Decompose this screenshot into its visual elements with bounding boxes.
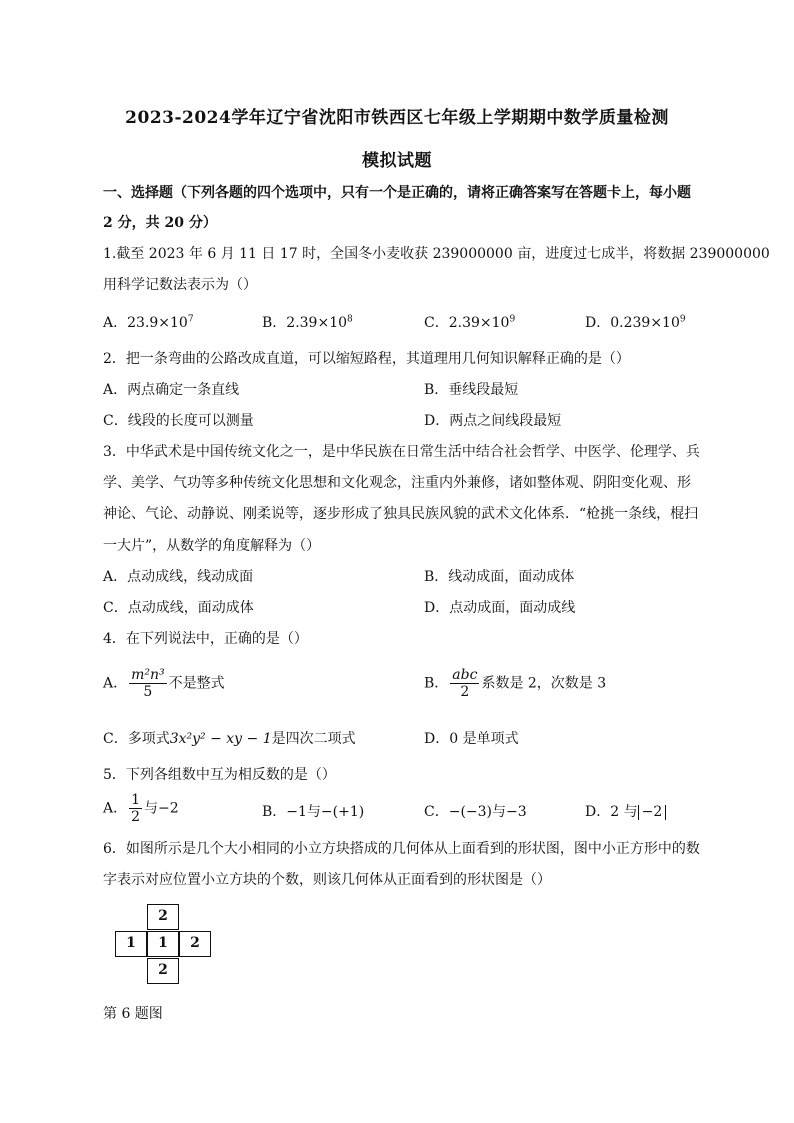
q3-stem-line4: 一大片”，从数学的角度解释为（） — [103, 538, 321, 554]
q3-option-d: D．点动成面，面动成线 — [424, 600, 576, 616]
q1-stem-line1: 1.截至 2023 年 6 月 11 日 17 时，全国冬小麦收获 239000000 亩，进度过七成半，将数据 239000000 — [103, 246, 770, 262]
q4-option-d: D．0 是单项式 — [424, 731, 519, 747]
q4-option-b: B． $\frac{\text{abc}}{2}$ 系数是 2，次数是 3 — [424, 667, 607, 700]
q3-option-b: B．线动成面，面动成体 — [424, 569, 575, 585]
q1-option-c: C．$2.39\times 10^9$ — [424, 314, 516, 331]
q5-option-d: D．2 与 −2 — [585, 801, 666, 821]
q2-option-c: C．线段的长度可以测量 — [103, 413, 254, 429]
q2-option-b: B．垂线段最短 — [424, 382, 519, 398]
q4-b-fraction: $\frac{\text{abc}}{2}$ — [452, 667, 478, 700]
q1-stem-line2: 用科学记数法表示为（） — [103, 277, 257, 293]
exam-title-line1: 2023-2024学年辽宁省沈阳市铁西区七年级上学期期中数学质量检测 — [125, 108, 669, 128]
grid-cell-right: 2 — [179, 931, 211, 957]
exam-title-line2: 模拟试题 — [362, 151, 432, 171]
q6-figure-caption: 第 6 题图 — [103, 1006, 163, 1022]
grid-cell-bottom: 2 — [147, 958, 179, 984]
q5-a-fraction: $\frac{1}{2}$ — [131, 792, 141, 825]
q3-stem-line2: 学、美学、气功等多种传统文化思想和文化观念，注重内外兼修，诸如整体观、阴阳变化观、形 — [103, 475, 691, 491]
q4-stem: 4．在下列说法中，正确的是（） — [103, 631, 308, 647]
grid-cell-left: 1 — [115, 931, 147, 957]
q2-option-a: A．两点确定一条直线 — [103, 382, 240, 398]
q5-stem: 5．下列各组数中互为相反数的是（） — [103, 767, 336, 783]
grid-cell-center: 1 — [147, 931, 179, 957]
q3-option-c: C．点动成线，面动成体 — [103, 600, 254, 616]
q2-stem: 2．把一条弯曲的公路改成直道，可以缩短路程，其道理用几何知识解释正确的是（） — [103, 351, 630, 367]
q4-a-fraction: $\frac{\text{m²n³}}{5}$ — [131, 667, 165, 700]
q5-option-c: C．−(−3)与−3 — [424, 804, 527, 820]
q4-option-c: C．多项式3x²y² − xy − 1是四次二项式 — [103, 731, 356, 747]
section-heading-line2: 2 分，共 20 分） — [103, 215, 217, 231]
grid-cell-top: 2 — [147, 904, 179, 930]
q2-option-d: D．两点之间线段最短 — [424, 413, 562, 429]
q5-option-b: B．−1与−(+1) — [262, 804, 365, 820]
q1-option-d: D．$0.239\times 10^9$ — [585, 314, 686, 331]
q5-option-a: A． $\frac{1}{2}$ 与−2 — [103, 792, 179, 825]
q4-option-a: A． $\frac{\text{m²n³}}{5}$ 不是整式 — [103, 667, 225, 700]
section-heading-line1: 一、选择题（下列各题的四个选项中，只有一个是正确的，请将正确答案写在答题卡上，每小题 — [103, 185, 691, 201]
q3-stem-line3: 神论、气论、动静说、刚柔说等，逐步形成了独具民族风貌的武术文化体系．“枪挑一条线，棍扫 — [103, 506, 699, 522]
q1-option-a: A．$23.9\times 10^7$ — [103, 314, 194, 331]
q1-option-b: B．$2.39\times 10^8$ — [262, 314, 353, 331]
q3-stem-line1: 3．中华武术是中国传统文化之一，是中华民族在日常生活中结合社会哲学、中医学、伦理学、兵 — [103, 444, 700, 460]
q6-stem-line2: 字表示对应位置小立方块的个数，则该几何体从正面看到的形状图是（） — [103, 872, 551, 888]
q6-stem-line1: 6．如图所示是几个大小相同的小立方块搭成的几何体从上面看到的形状图，图中小正方形中的数 — [103, 841, 700, 857]
q5-d-absolute-value: −2 — [638, 805, 667, 820]
q3-option-a: A．点动成线，线动成面 — [103, 569, 254, 585]
